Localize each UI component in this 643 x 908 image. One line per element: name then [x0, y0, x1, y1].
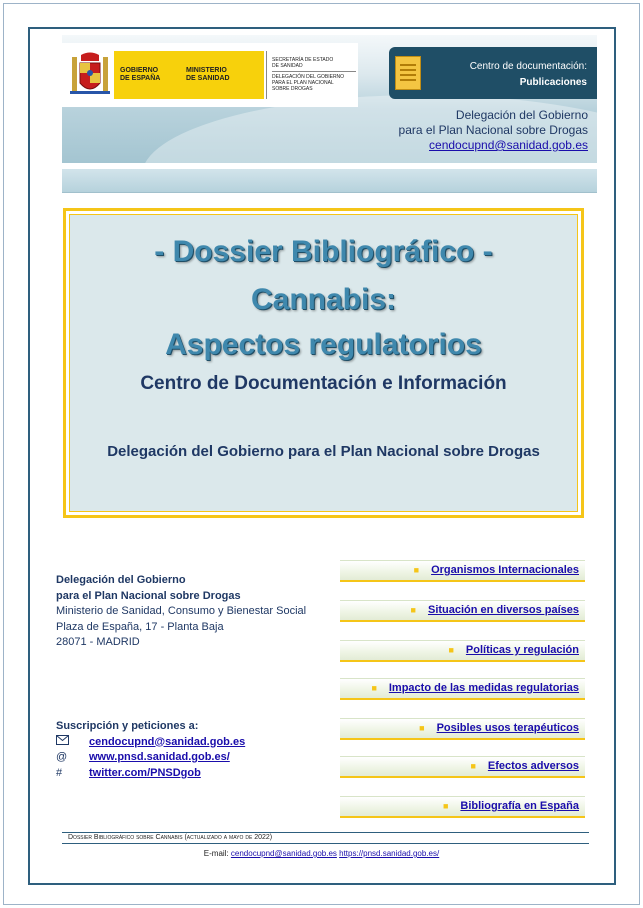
hash-icon: #	[56, 766, 63, 779]
menu-item-politicas[interactable]	[340, 640, 585, 662]
menu-item-impacto[interactable]	[340, 678, 585, 700]
menu-item-label[interactable]: Bibliografía en España	[460, 800, 579, 812]
menu-item-label[interactable]: Efectos adversos	[487, 760, 579, 772]
logo-divider	[266, 51, 267, 99]
subtopic-title: Aspectos regulatorios	[165, 328, 482, 361]
bullet-icon: ■	[413, 565, 420, 575]
footer-dossier-info: Dossier Bibliográfico sobre Cannabis (actualizado a mayo de 2022)	[68, 834, 273, 841]
contact-line3: Ministerio de Sanidad, Consumo y Bienestar Social	[56, 605, 307, 617]
bullet-icon: ■	[470, 761, 476, 771]
footer-email-label: E-mail:	[203, 849, 229, 858]
at-icon: @	[56, 751, 68, 763]
contact-address	[56, 573, 306, 651]
publications-subtitle: Publicaciones	[519, 77, 587, 88]
ministerio-label: MINISTERIO DE SANIDAD	[186, 67, 230, 82]
coat-of-arms-icon	[70, 51, 110, 99]
title-panel	[69, 214, 578, 512]
menu-item-label[interactable]: Situación en diversos países	[427, 604, 579, 616]
website-link[interactable]: www.pnsd.sanidad.gob.es/	[89, 751, 230, 763]
menu-item-label[interactable]: Posibles usos terapéuticos	[436, 722, 579, 734]
menu-item-label[interactable]: Organismos Internacionales	[431, 564, 579, 576]
menu-item-usos[interactable]	[340, 718, 585, 740]
logo-subdivider	[272, 71, 356, 72]
title-box	[63, 208, 584, 518]
footer-contact	[0, 849, 643, 858]
banner-organization	[399, 108, 588, 138]
banner-email-link[interactable]: cendocupnd@sanidad.gob.es	[429, 138, 588, 152]
gobierno-label: GOBIERNO DE ESPAÑA	[120, 67, 161, 82]
delegation-name: Delegación del Gobierno para el Plan Nacional sobre Drogas	[107, 443, 540, 460]
document-icon	[395, 56, 421, 90]
envelope-icon	[56, 735, 89, 751]
bullet-icon: ■	[410, 605, 416, 615]
menu-item-bibliografia[interactable]	[340, 796, 585, 818]
menu-item-organismos[interactable]	[340, 560, 585, 582]
subscription-email-link[interactable]: cendocupnd@sanidad.gob.es	[89, 735, 246, 748]
twitter-link[interactable]: twitter.com/PNSDgob	[89, 766, 201, 779]
delegacion-small-label: DELEGACIÓN DEL GOBIERNO PARA EL PLAN NACIONAL SOBRE DROGAS	[272, 74, 345, 92]
contact-line2: para el Plan Nacional sobre Drogas	[56, 589, 241, 602]
dossier-title: - Dossier Bibliográfico -	[154, 235, 493, 268]
ministry-band	[114, 51, 264, 99]
subscription-block	[56, 719, 245, 781]
banner-org-line2: para el Plan Nacional sobre Drogas	[398, 123, 588, 137]
subscription-heading: Suscripción y peticiones a:	[56, 720, 199, 732]
menu-item-label[interactable]: Políticas y regulación	[465, 644, 579, 656]
banner-org-line1: Delegación del Gobierno	[455, 108, 588, 122]
menu-item-situacion[interactable]	[340, 600, 585, 622]
header-strip	[62, 169, 597, 193]
menu-item-label[interactable]: Impacto de las medidas regulatorias	[388, 682, 579, 694]
contact-line5: 28071 - MADRID	[56, 636, 140, 648]
publications-title: Centro de documentación:	[469, 61, 587, 72]
publications-box	[389, 47, 597, 99]
contact-line1: Delegación del Gobierno	[56, 574, 186, 586]
bullet-icon: ■	[419, 723, 425, 733]
menu-item-efectos[interactable]	[340, 756, 585, 778]
secretaria-label: SECRETARÍA DE ESTADO DE SANIDAD	[272, 57, 334, 69]
footer-email-link[interactable]: cendocupnd@sanidad.gob.es	[230, 849, 337, 858]
government-logo	[62, 43, 358, 107]
bullet-icon: ■	[448, 645, 454, 655]
contact-line4: Plaza de España, 17 - Planta Baja	[56, 620, 224, 633]
topic-title: Cannabis:	[250, 283, 397, 316]
bullet-icon: ■	[371, 683, 377, 693]
center-name: Centro de Documentación e Información	[140, 373, 507, 394]
bullet-icon: ■	[442, 801, 449, 811]
header-banner	[62, 35, 597, 163]
footer-web-link[interactable]: https://pnsd.sanidad.gob.es/	[339, 849, 440, 858]
